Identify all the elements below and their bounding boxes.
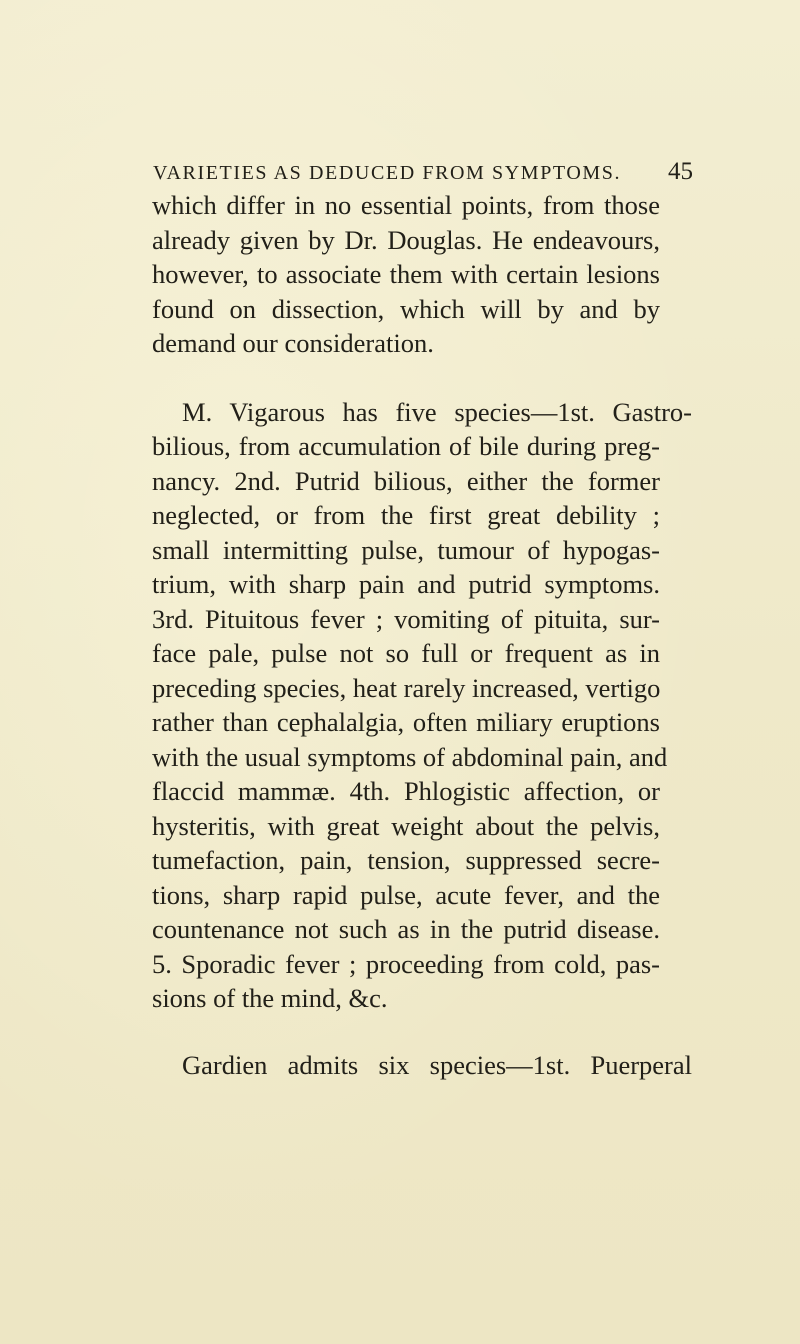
text-line: already given by Dr. Douglas. He endeavours, <box>152 224 660 255</box>
text-line: preceding species, heat rarely increased, vertigo <box>152 672 661 703</box>
text-line: which differ in no essential points, from those <box>152 190 660 220</box>
text-line: with the usual symptoms of abdominal pain, and <box>152 741 668 772</box>
text-line: neglected, or from the first great debility ; <box>152 500 660 530</box>
page-number: 45 <box>668 158 693 185</box>
body-text <box>120 188 692 1082</box>
text-line: sions of the mind, &c. <box>152 983 388 1013</box>
text-line: countenance not such as in the putrid disease. <box>152 914 660 944</box>
text-line: flaccid mammæ. 4th. Phlogistic affection, or <box>152 776 660 806</box>
paragraph-spacer <box>120 361 660 395</box>
paragraph-1 <box>120 188 660 361</box>
text-line: bilious, from accumulation of bile during preg- <box>152 431 660 461</box>
text-line: small intermitting pulse, tumour of hypogas- <box>152 534 660 565</box>
text-line: found on dissection, which will by and by <box>152 293 660 324</box>
paragraph-3 <box>120 1048 692 1083</box>
text-line: Gardien admits six species—1st. Puerperal <box>182 1049 692 1080</box>
text-line: 5. Sporadic fever ; proceeding from cold, pas- <box>152 948 660 979</box>
text-line: tumefaction, pain, tension, suppressed secre- <box>152 845 660 875</box>
paragraph-2 <box>120 395 692 1016</box>
text-line: rather than cephalalgia, often miliary eruptions <box>152 707 660 737</box>
text-line: tions, sharp rapid pulse, acute fever, and the <box>152 879 660 910</box>
text-line: hysteritis, with great weight about the pelvis, <box>152 810 660 841</box>
running-head: VARIETIES AS DEDUCED FROM SYMPTOMS. <box>153 162 622 184</box>
text-line: M. Vigarous has five species—1st. Gastro- <box>182 396 692 427</box>
text-line: face pale, pulse not so full or frequent as in <box>152 638 660 668</box>
text-line: however, to associate them with certain lesions <box>152 259 660 289</box>
text-line: trium, with sharp pain and putrid symptoms. <box>152 569 660 599</box>
text-line: 3rd. Pituitous fever ; vomiting of pituita, sur- <box>152 603 660 634</box>
text-line: nancy. 2nd. Putrid bilious, either the former <box>152 465 660 496</box>
text-line: demand our consideration. <box>152 328 434 358</box>
paragraph-spacer <box>120 1016 660 1048</box>
